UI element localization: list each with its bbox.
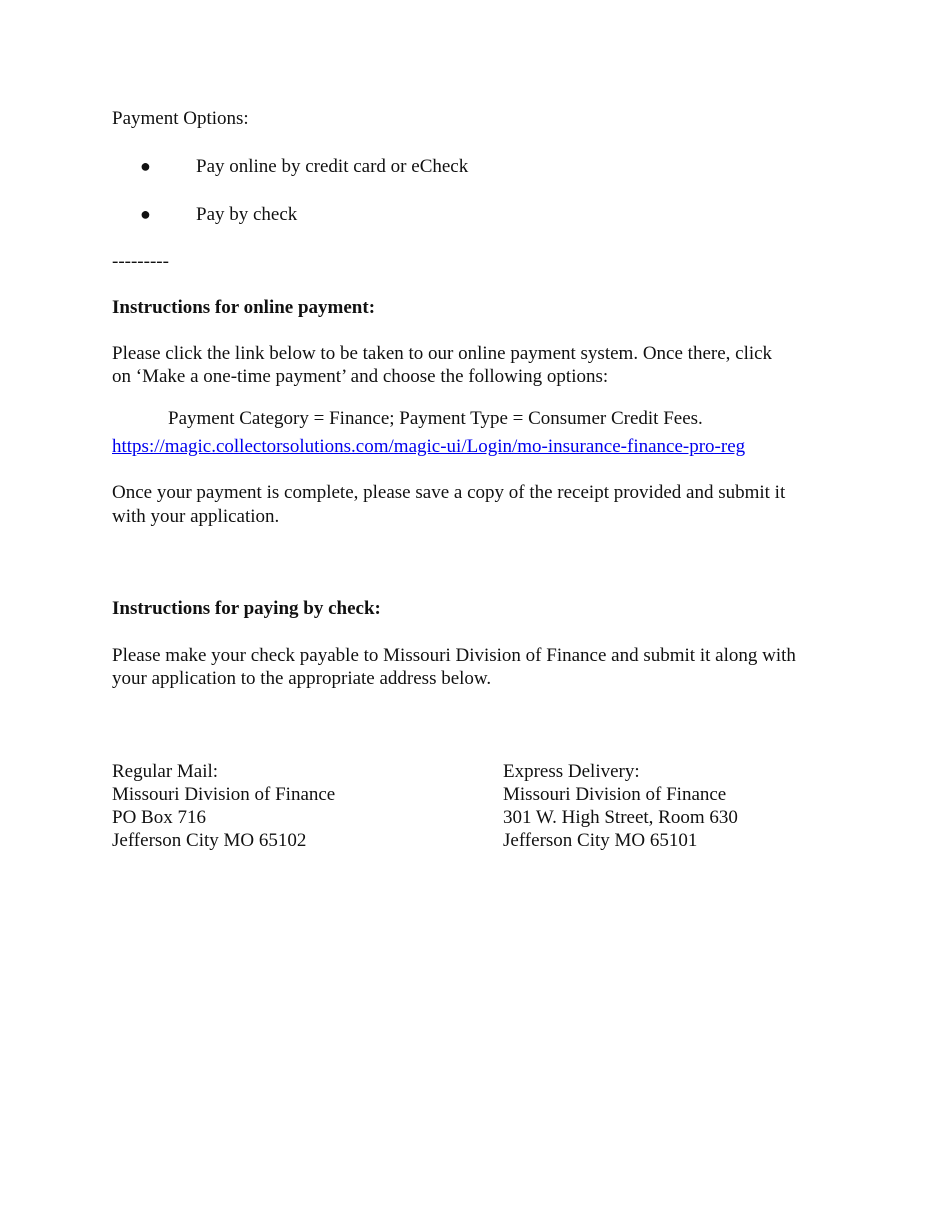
- receipt-instructions-2: with your application.: [112, 506, 280, 527]
- regular-mail-line3: Jefferson City MO 65102: [112, 830, 307, 851]
- regular-mail-address: [112, 760, 335, 852]
- receipt-instructions-1: Once your payment is complete, please save a copy of the receipt provided and submit it: [112, 482, 786, 503]
- payment-link-line: [112, 435, 745, 458]
- check-instructions-text-2: your application to the appropriate address below.: [112, 668, 492, 689]
- online-instructions-text-2: on ‘Make a one-time payment’ and choose the following options:: [112, 366, 609, 387]
- express-delivery-label: Express Delivery:: [503, 761, 640, 782]
- payment-option-check: Pay by check: [196, 204, 298, 225]
- express-delivery-address: [503, 760, 738, 852]
- express-delivery-line1: Missouri Division of Finance: [503, 784, 727, 805]
- regular-mail-line1: Missouri Division of Finance: [112, 784, 336, 805]
- online-instructions-heading: Instructions for online payment:: [112, 297, 376, 318]
- online-payment-link[interactable]: https://magic.collectorsolutions.com/magic-ui/Login/mo-insurance-finance-pro-reg: [112, 436, 746, 457]
- express-delivery-line3: Jefferson City MO 65101: [503, 830, 698, 851]
- regular-mail-line2: PO Box 716: [112, 807, 206, 828]
- payment-options-heading: Payment Options:: [112, 108, 249, 129]
- bullet-icon: ●: [140, 204, 151, 224]
- online-instructions-text-1: Please click the link below to be taken to our online payment system. Once there, click: [112, 343, 773, 364]
- check-instructions-text-1: Please make your check payable to Missouri Division of Finance and submit it along with: [112, 645, 796, 666]
- payment-option-online: Pay online by credit card or eCheck: [196, 156, 469, 177]
- payment-options-selection: Payment Category = Finance; Payment Type = Consumer Credit Fees.: [168, 408, 703, 429]
- check-instructions-heading: Instructions for paying by check:: [112, 598, 381, 619]
- regular-mail-label: Regular Mail:: [112, 761, 219, 782]
- express-delivery-line2: 301 W. High Street, Room 630: [503, 807, 738, 828]
- bullet-icon: ●: [140, 156, 151, 176]
- separator-line: ---------: [112, 251, 169, 272]
